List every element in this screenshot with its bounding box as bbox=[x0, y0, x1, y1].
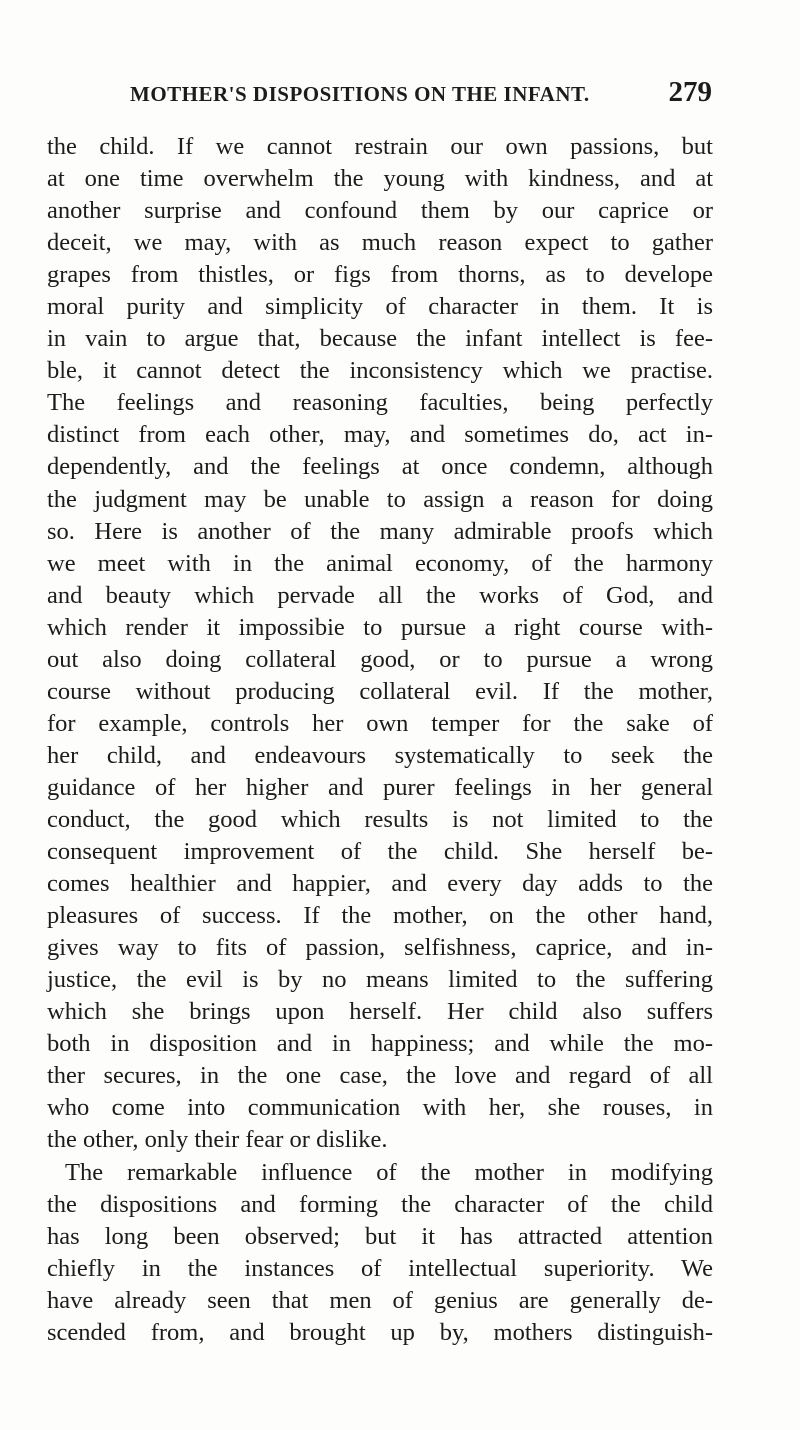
text-line: chiefly in the instances of intellectual superiority. We bbox=[47, 1254, 713, 1282]
text-line: consequent improvement of the child. She herself be- bbox=[47, 838, 713, 866]
text-line: grapes from thistles, or figs from thorns, as to develope bbox=[47, 261, 713, 289]
text-line: another surprise and confound them by our caprice or bbox=[47, 197, 713, 225]
text-line: have already seen that men of genius are generally de- bbox=[47, 1286, 713, 1314]
text-line: guidance of her higher and purer feelings in her general bbox=[47, 773, 713, 801]
text-line: at one time overwhelm the young with kindness, and at bbox=[47, 165, 713, 193]
text-line: who come into communication with her, she rouses, in bbox=[47, 1094, 713, 1122]
page-number: 279 bbox=[668, 76, 712, 108]
text-line: which render it impossibie to pursue a right course with- bbox=[47, 613, 713, 641]
text-line: justice, the evil is by no means limited to the suffering bbox=[47, 966, 713, 994]
running-title: MOTHER'S DISPOSITIONS ON THE INFANT. bbox=[130, 82, 590, 106]
text-line: dependently, and the feelings at once condemn, although bbox=[47, 453, 713, 481]
text-line: distinct from each other, may, and sometimes do, act in- bbox=[47, 421, 713, 449]
text-line: so. Here is another of the many admirable proofs which bbox=[47, 517, 713, 545]
text-line: and beauty which pervade all the works of God, and bbox=[47, 581, 713, 609]
text-line: The feelings and reasoning faculties, being perfectly bbox=[47, 389, 713, 417]
text-line: pleasures of success. If the mother, on the other hand, bbox=[47, 902, 713, 930]
text-line: deceit, we may, with as much reason expect to gather bbox=[47, 229, 713, 257]
paragraph-start-line: The remarkable influence of the mother in modifying bbox=[65, 1158, 713, 1186]
text-line: the dispositions and forming the character of the child bbox=[47, 1190, 713, 1218]
text-line: the judgment may be unable to assign a reason for doing bbox=[47, 485, 713, 513]
text-line: ble, it cannot detect the inconsistency which we practise. bbox=[47, 357, 713, 385]
text-line: both in disposition and in happiness; and while the mo- bbox=[47, 1030, 713, 1058]
text-line: course without producing collateral evil. If the mother, bbox=[47, 677, 713, 705]
text-line: her child, and endeavours systematically to seek the bbox=[47, 741, 713, 769]
body-text bbox=[47, 131, 713, 1349]
text-line: comes healthier and happier, and every day adds to the bbox=[47, 870, 713, 898]
paragraph-end-line: the other, only their fear or dislike. bbox=[47, 1126, 388, 1154]
text-line: the child. If we cannot restrain our own passions, but bbox=[47, 133, 713, 160]
text-line: for example, controls her own temper for the sake of bbox=[47, 709, 713, 737]
text-line: ther secures, in the one case, the love and regard of all bbox=[47, 1062, 713, 1090]
text-line: out also doing collateral good, or to pursue a wrong bbox=[47, 645, 713, 673]
text-line: we meet with in the animal economy, of the harmony bbox=[47, 549, 713, 577]
text-line: conduct, the good which results is not limited to the bbox=[47, 805, 713, 833]
running-head bbox=[130, 76, 712, 112]
text-line: has long been observed; but it has attracted attention bbox=[47, 1222, 713, 1250]
text-line: moral purity and simplicity of character in them. It is bbox=[47, 293, 713, 321]
text-line: which she brings upon herself. Her child also suffers bbox=[47, 998, 713, 1026]
text-line: gives way to fits of passion, selfishness, caprice, and in- bbox=[47, 934, 713, 962]
text-line: in vain to argue that, because the infant intellect is fee- bbox=[47, 325, 713, 353]
text-line: scended from, and brought up by, mothers distinguish- bbox=[47, 1318, 713, 1346]
